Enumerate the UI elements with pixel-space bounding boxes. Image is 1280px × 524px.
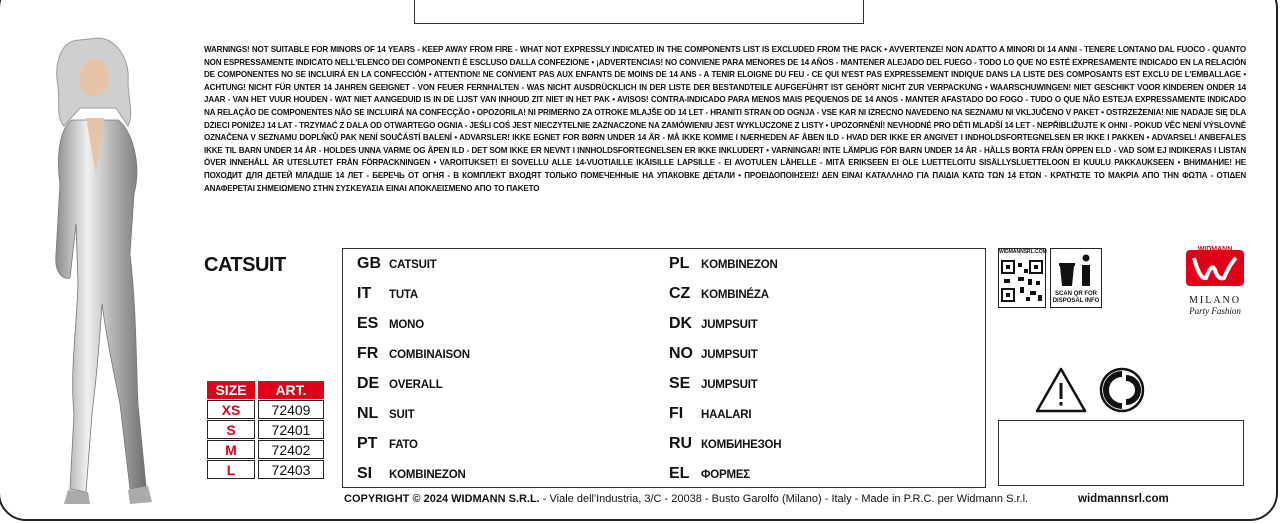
size-cell: M xyxy=(207,440,255,459)
copyright-bold: COPYRIGHT © 2024 WIDMANN S.R.L. xyxy=(344,493,540,505)
barcode-label-area xyxy=(998,420,1244,486)
table-row xyxy=(207,460,324,479)
article-cell: 72403 xyxy=(258,460,324,479)
list-item xyxy=(357,405,414,423)
language-code: ES xyxy=(357,315,379,332)
product-name-translation: OVERALL xyxy=(389,379,443,391)
list-item xyxy=(669,345,758,363)
product-name-translation: KOMBINÉZA xyxy=(701,289,769,301)
table-row xyxy=(207,440,324,459)
language-code: NL xyxy=(357,405,379,422)
warning-triangle-icon xyxy=(1037,369,1085,411)
recycle-info-badge xyxy=(1050,248,1102,308)
list-item xyxy=(357,375,443,393)
brand-logo-text: WIDMANN xyxy=(1197,246,1233,253)
article-cell: 72409 xyxy=(258,400,324,419)
product-name-translation: FATO xyxy=(389,439,418,451)
model-in-silver-catsuit-image xyxy=(20,34,180,506)
language-code: SE xyxy=(669,375,691,392)
warning-and-recycle-icons xyxy=(1034,366,1150,414)
product-name-translation: КОМБИНЕЗОН xyxy=(701,439,782,451)
bin-i-icon xyxy=(1056,252,1096,288)
brand-city: MILANO xyxy=(1189,295,1241,306)
list-item xyxy=(669,375,758,393)
article-cell: 72401 xyxy=(258,420,324,439)
list-item xyxy=(669,285,769,303)
product-name-translation: CATSUIT xyxy=(389,259,437,271)
language-code: CZ xyxy=(669,285,691,302)
list-item xyxy=(357,465,466,483)
language-code: EL xyxy=(669,465,690,482)
product-name-translation: COMBINAISON xyxy=(389,349,470,361)
list-item xyxy=(669,255,778,273)
copyright-line xyxy=(344,493,1028,505)
brand-tagline: Party Fashion xyxy=(1189,306,1241,316)
language-code: DK xyxy=(669,315,693,332)
product-title: CATSUIT xyxy=(204,254,286,276)
list-item xyxy=(357,345,470,363)
language-code: RU xyxy=(669,435,693,452)
product-name-translation: JUMPSUIT xyxy=(701,349,758,361)
size-article-table xyxy=(204,380,327,480)
product-name-translation: JUMPSUIT xyxy=(701,319,758,331)
product-name-translation: JUMPSUIT xyxy=(701,379,758,391)
size-cell: L xyxy=(207,460,255,479)
product-name-translation: KOMBINEZON xyxy=(389,469,466,481)
qr-code-icon xyxy=(998,248,1046,308)
disposal-info-icons xyxy=(998,248,1106,310)
website-url: widmannsrl.com xyxy=(1078,493,1169,505)
widmann-logo xyxy=(1180,244,1250,316)
qr-label: WIDMANNSRL.COM xyxy=(999,249,1047,255)
list-item xyxy=(357,315,424,333)
article-header: ART. xyxy=(258,381,324,399)
product-name-translation: HAALARI xyxy=(701,409,752,421)
top-label-box xyxy=(414,0,864,24)
language-code: PT xyxy=(357,435,378,452)
list-item xyxy=(669,435,781,453)
table-row xyxy=(207,420,324,439)
language-code: FI xyxy=(669,405,684,422)
language-code: IT xyxy=(357,285,372,302)
widmann-w-icon xyxy=(1184,244,1246,288)
product-name-translation: TUTA xyxy=(389,289,419,301)
list-item xyxy=(669,465,750,483)
list-item xyxy=(669,405,751,423)
language-code: FR xyxy=(357,345,379,362)
list-item xyxy=(669,315,758,333)
language-code: GB xyxy=(357,255,381,272)
list-item xyxy=(357,285,418,303)
size-header: SIZE xyxy=(207,381,255,399)
green-dot-recycle-icon xyxy=(1101,369,1143,411)
language-code: NO xyxy=(669,345,693,362)
size-cell: XS xyxy=(207,400,255,419)
copyright-address: - Viale dell'Industria, 3/C - 20038 - Busto Garolfo (Milano) - Italy - Made in P.R.C. per Widmann S.r.l. xyxy=(539,493,1029,505)
product-name-translation: SUIT xyxy=(389,409,415,421)
language-code: PL xyxy=(669,255,690,272)
article-cell: 72402 xyxy=(258,440,324,459)
product-name-translation: ΦΟΡΜΕΣ xyxy=(701,469,751,481)
product-name-translation: KOMBINEZON xyxy=(701,259,778,271)
product-name-translation: MONO xyxy=(389,319,424,331)
translations-box xyxy=(342,248,986,488)
list-item xyxy=(357,255,437,273)
table-row xyxy=(207,400,324,419)
size-cell: S xyxy=(207,420,255,439)
safety-warnings-text: WARNINGS! NOT SUITABLE FOR MINORS OF 14 YEARS - KEEP AWAY FROM FIRE - WHAT NOT EXPRESSLY INDICATED IN THE COMPONENTS LIST IS EXCLUDED FROM THE PACK • AVVERTENZE! NON ADATTO A MINORI DI 14 ANNI - TENERE LONTANO DAL FUOCO - QUANTO NON ESPRESSAMENTE INDICATO NELL'ELENCO DEI COMPONENTI È ESCLUSO DALLA CONFEZIONE • ¡ADVERTENCIAS! NO CONVIENE PARA MENORES DE 14 AÑOS - MANTENER ALEJADO DEL FUEGO - TODO LO QUE NO ESTÉ EXPRESAMENTE INDICADO EN LA RELACIÓN DE COMPONENTES NO SE INCLUIRÁ EN LA CONFECCIÓN • ATTENTION! NE CONVIENT PAS AUX ENFANTS DE MOINS DE 14 ANS - A TENIR ELOIGNE DU FEU - CE QUI N'EST PAS EXPRESSEMENT INDIQUE DANS LA LISTE DES COMPOSANTS EST EXCLU DE L'EMBALLAGE • ACHTUNG! NICHT FÜR UNTER 14 JAHREN GEEIGNET - VON FEUER FERNHALTEN - WAS NICHT AUSDRÜCKLICH IN DER LISTE DER BESTANDTEILE AUFGEFÜHRT IST GEHÖRT NICHT ZUR VERPACKUNG • WAARSCHUWINGEN! NIET GESCHIKT VOOR KINDEREN ONDER 14 JAAR - VAN HET VUUR HOUDEN - WAT NIET AANGEDUID IS IN DE LIJST VAN INHOUD ZIT NIET IN HET PAK • AVISOS! CONTRA-INDICADO PARA MENOS MAIS PEQUENOS DE 14 ANOS - MANTER AFASTADO DO FOGO - TUDO O QUE NÃO ESTEJA EXPRESSAMENTE INDICADO NA RELAÇÃO DE COMPONENTES NÃO SE INCLUIRÁ NA CONFECÇÃO • OPOZORILA! NI PRIMERNO ZA OTROKE MLAJŠE OD 14 LET - HRANITI STRAN OD OGNJA - VSE KAR NI IZRECNO NAVEDENO NA SEZNAMU NI VKLJUČENO V PAKET • OSTRZEŻENIA! NIE NADAJE SIĘ DLA DZIECI PONIŻEJ 14 LAT - TRZYMAĆ Z DALA OD OTWARTEGO OGNIA - JEŚLI COŚ JEST NIECZYTELNIE ZAZNACZONE NA ZAMÓWIENIU JEST WYKLUCZONE Z LISTY • UPOZORNĚNÍ! NEVHODNÉ PRO DĚTI MLADŠÍ 14 LET - NEPŘIBLIŽUJTE K OHNI - POKUD VĚC NENÍ VÝSLOVNĚ OZNAČENA V SEZNAMU DOPLŇKŮ PAK NENÍ SOUČÁSTÍ BALENÍ • ADVARSLER! IKKE EGNET FOR BØRN UNDER 14 ÅR - MÅ IKKE KOMME I NÆRHEDEN AF ÅBEN ILD - HVAD DER IKKE ER ANGIVET I INDHOLDSFORTEGNELSEN ER IKKE I PAKKEN • ADVARSEL! ANBEFALES IKKE TIL BARN UNDER 14 ÅR - HOLDES UNNA VARME OG ÅPEN ILD - DET SOM IKKE ER NEVNT I INNHOLDSFORTEGNELSEN ER IKKE INKLUDERT • VARNINGAR! INTE LÄMPLIG FÖR BARN UNDER 14 ÅR - HÅLLS BORTA FRÅN ÖPPEN ELD - VAD SOM EJ INDIKERAS I LISTAN ÖVER INNEHÅLL ÄR UTESLUTET FRÅN FÖRPACKNINGEN • VAROITUKSET! EI SOVELLU ALLE 14-VUOTIAILLE IKÄISILLE LAPSILLE - EI AVOTULEN LÄHELLE - MITÄ ERIKSEEN EI OLE LUETTELOITU SISÄLLYSLUETTELOON EI KUULU PAKKAUKSEEN • ВНИМАНИЕ! НЕ ПОХОДИТ ДЛЯ ДЕТЕЙ МЛАДШЕ 14 ЛЕТ - БЕРЕЧЬ ОТ ОГНЯ - В КОМПЛЕКТ ВХОДЯТ ТОЛЬКО ПОМЕЧЕННЫЕ НА УПАКОВКЕ ДЕТАЛИ • ΠΡΟΕΙΔΟΠΟΙΗΣΕΙΣ! ΔΕΝ ΕΙΝΑΙ ΚΑΤΑΛΛΗΛΟ ΓΙΑ ΠΑΙΔΙΑ ΚΑΤΩ ΤΩΝ 14 ΕΤΩΝ - ΚΡΑΤΗΣΤΕ ΤΟ ΜΑΚΡΙΑ ΑΠΟ ΤΗΝ ΦΩΤΙΑ - ΟΤΙΔΕΝ ΑΝΑΦΕΡΕΤΑΙ ΣΗΜΕΙΩΜΕΝΟ ΣΤΗΝ ΣΥΣΚΕΥΑΣΙΑ ΕΙΝΑΙ ΑΠΟΚΛΕΙΣΜΕΝΟ ΑΠΟ ΤΟ ΠΑΚΕΤΟ xyxy=(204,45,1246,193)
list-item xyxy=(357,435,418,453)
language-code: SI xyxy=(357,465,373,482)
scan-text: SCAN QR FOR DISPOSAL INFO xyxy=(1052,291,1100,304)
language-code: DE xyxy=(357,375,380,392)
